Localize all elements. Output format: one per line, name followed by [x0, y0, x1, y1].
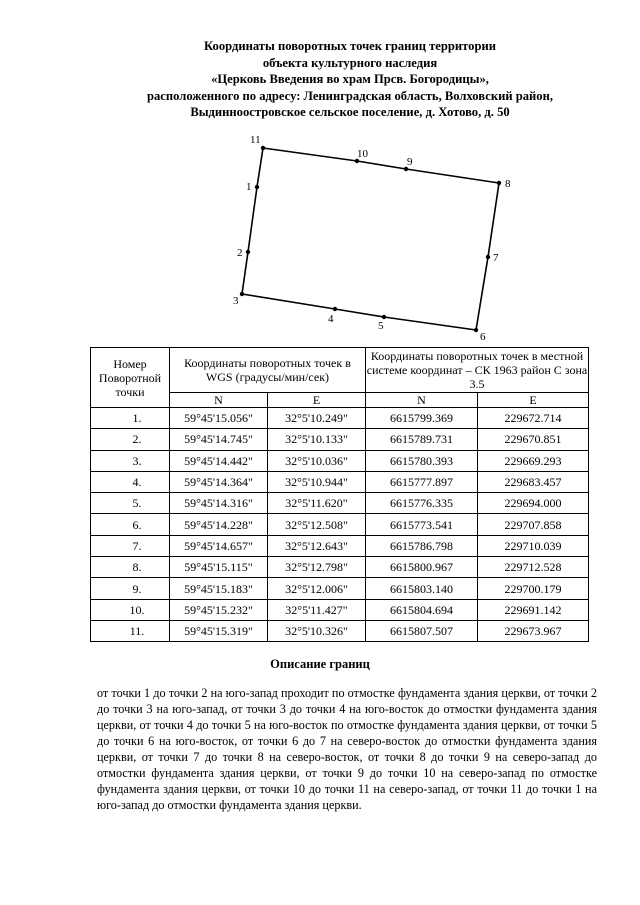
table-row	[91, 599, 589, 620]
local-e: 229670.851	[478, 429, 589, 450]
wgs-n: 59°45'14.657"	[170, 535, 268, 556]
coordinates-table	[90, 347, 589, 642]
wgs-n: 59°45'14.745"	[170, 429, 268, 450]
title-line: «Церковь Введения во храм Прсв. Богородицы»,	[211, 72, 489, 86]
boundary-point-2	[246, 250, 250, 254]
section-title: Описание границ	[270, 657, 370, 671]
wgs-e: 32°5'10.249"	[268, 408, 366, 429]
subheader-local-n: N	[366, 393, 478, 408]
local-n: 6615786.798	[366, 535, 478, 556]
title-line: Выдинноостровское сельское поселение, д. Хотово, д. 50	[190, 105, 510, 119]
table-header-row	[91, 348, 589, 393]
wgs-n: 59°45'15.232"	[170, 599, 268, 620]
table-row	[91, 408, 589, 429]
wgs-n: 59°45'14.442"	[170, 450, 268, 471]
table-row	[91, 429, 589, 450]
boundary-polygon	[242, 148, 499, 330]
local-n: 6615773.541	[366, 514, 478, 535]
point-number: 7.	[91, 535, 170, 556]
wgs-n: 59°45'14.364"	[170, 471, 268, 492]
table-row	[91, 471, 589, 492]
table-row	[91, 535, 589, 556]
point-number: 3.	[91, 450, 170, 471]
wgs-n: 59°45'14.228"	[170, 514, 268, 535]
point-label-9: 9	[407, 156, 413, 168]
local-e: 229673.967	[478, 620, 589, 641]
boundary-point-11	[261, 146, 265, 150]
title-line: объекта культурного наследия	[262, 55, 438, 70]
point-number: 9.	[91, 578, 170, 599]
table-row	[91, 620, 589, 641]
boundary-point-7	[486, 255, 490, 259]
point-label-11: 11	[250, 134, 261, 146]
table-row	[91, 493, 589, 514]
local-n: 6615777.897	[366, 471, 478, 492]
point-number: 1.	[91, 408, 170, 429]
boundary-point-4	[333, 307, 337, 311]
wgs-e: 32°5'12.508"	[268, 514, 366, 535]
wgs-e: 32°5'12.798"	[268, 557, 366, 578]
local-n: 6615804.694	[366, 599, 478, 620]
subheader-local-e: E	[478, 393, 589, 408]
point-number: 2.	[91, 429, 170, 450]
subheader-wgs-e: E	[268, 393, 366, 408]
point-label-2: 2	[237, 247, 243, 259]
boundary-point-8	[497, 181, 501, 185]
table-row	[91, 578, 589, 599]
local-n: 6615807.507	[366, 620, 478, 641]
boundary-point-5	[382, 315, 386, 319]
wgs-e: 32°5'10.326"	[268, 620, 366, 641]
point-label-8: 8	[505, 178, 511, 190]
point-label-4: 4	[328, 313, 334, 325]
local-e: 229669.293	[478, 450, 589, 471]
header-wgs-coordinates: Координаты поворотных точек в WGS (градусы/мин/сек)	[170, 348, 366, 393]
boundary-point-3	[240, 292, 244, 296]
local-n: 6615800.967	[366, 557, 478, 578]
wgs-e: 32°5'12.006"	[268, 578, 366, 599]
wgs-n: 59°45'14.316"	[170, 493, 268, 514]
wgs-e: 32°5'10.036"	[268, 450, 366, 471]
point-label-7: 7	[493, 252, 499, 264]
wgs-e: 32°5'11.620"	[268, 493, 366, 514]
point-label-10: 10	[357, 148, 368, 160]
local-n: 6615789.731	[366, 429, 478, 450]
wgs-n: 59°45'15.183"	[170, 578, 268, 599]
local-e: 229707.858	[478, 514, 589, 535]
local-e: 229691.142	[478, 599, 589, 620]
point-label-1: 1	[246, 181, 252, 193]
point-number: 8.	[91, 557, 170, 578]
wgs-e: 32°5'12.643"	[268, 535, 366, 556]
local-e: 229700.179	[478, 578, 589, 599]
wgs-n: 59°45'15.115"	[170, 557, 268, 578]
wgs-n: 59°45'15.056"	[170, 408, 268, 429]
table-row	[91, 450, 589, 471]
wgs-e: 32°5'10.944"	[268, 471, 366, 492]
point-number: 5.	[91, 493, 170, 514]
local-e: 229683.457	[478, 471, 589, 492]
point-label-6: 6	[480, 331, 486, 343]
wgs-n: 59°45'15.319"	[170, 620, 268, 641]
wgs-e: 32°5'10.133"	[268, 429, 366, 450]
local-e: 229710.039	[478, 535, 589, 556]
local-e: 229672.714	[478, 408, 589, 429]
boundary-point-6	[474, 328, 478, 332]
local-e: 229694.000	[478, 493, 589, 514]
local-n: 6615799.369	[366, 408, 478, 429]
title-line: Координаты поворотных точек границ территории	[204, 39, 496, 53]
subheader-wgs-n: N	[170, 393, 268, 408]
point-number: 10.	[91, 599, 170, 620]
local-n: 6615776.335	[366, 493, 478, 514]
boundary-description: от точки 1 до точки 2 на юго-запад проходит по отмостке фундамента здания церкви, от точки 2 до точки 3 на юго-запад, от точки 3 до точки 4 на юго-восток до отмостки фундамента здания церкви, от точки 4 до точки 5 на юго-восток по отмостке фундамента здания церкви, от точки 5 до точки 6 на юго-восток, от точки 6 до 7 на северо-восток до отмостки фундамента здания церкви, от точки 7 до точки 8 на северо-восток, от точки 8 до точки 9 на северо-запад до отмостки фундамента здания церкви, от точки 9 до точки 10 на северо-запад по отмостке фундамента здания церкви, от точки 10 до точки 11 на северо-запад, от точки 11 до точки 1 на юго-запад до отмостки фундамента здания церкви.	[97, 686, 597, 812]
boundary-plan	[0, 0, 640, 345]
boundary-point-1	[255, 185, 259, 189]
point-number: 11.	[91, 620, 170, 641]
local-n: 6615803.140	[366, 578, 478, 599]
table-row	[91, 514, 589, 535]
point-number: 6.	[91, 514, 170, 535]
header-point-number: Номер Поворотной точки	[91, 348, 170, 408]
local-e: 229712.528	[478, 557, 589, 578]
point-label-5: 5	[378, 320, 384, 332]
point-label-3: 3	[233, 295, 239, 307]
header-local-coordinates: Координаты поворотных точек в местной системе координат – СК 1963 район С зона 3.5	[366, 349, 588, 391]
local-n: 6615780.393	[366, 450, 478, 471]
title-line: расположенного по адресу: Ленинградская область, Волховский район,	[146, 88, 553, 103]
wgs-e: 32°5'11.427"	[268, 599, 366, 620]
point-number: 4.	[91, 471, 170, 492]
table-row	[91, 557, 589, 578]
